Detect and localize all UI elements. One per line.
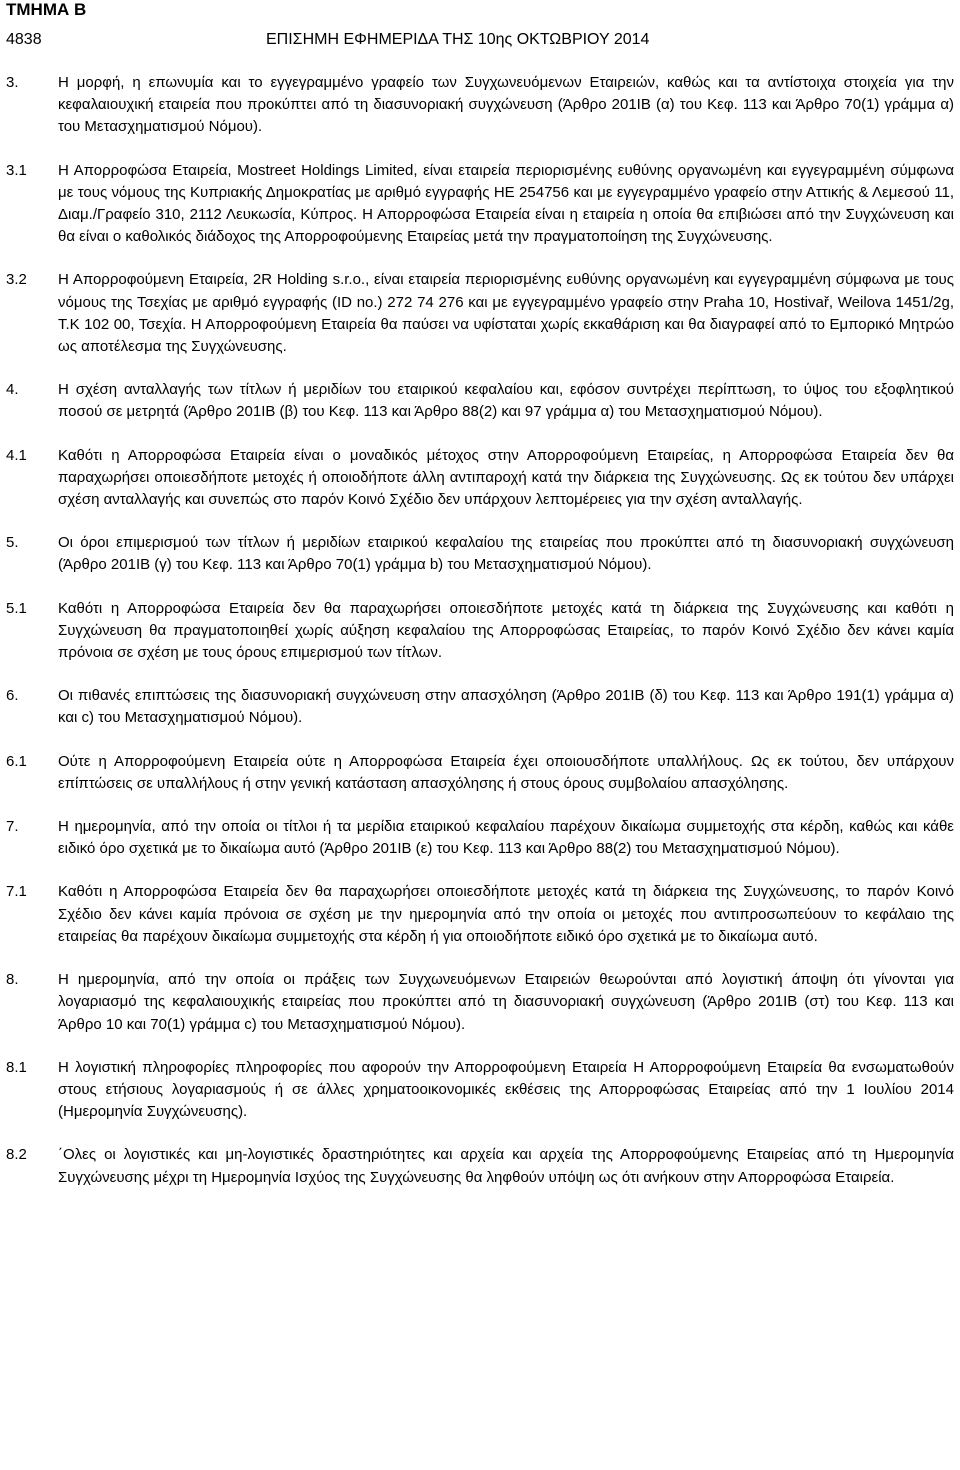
- paragraph-text: Η μορφή, η επωνυμία και το εγγεγραμμένο γραφείο των Συγχωνευόμενων Εταιρειών, καθώς και τα αντίστοιχα στοιχεία για την κεφαλαιουχική εταιρεία που προκύπτει από τη διασυνοριακή συγχώνευση (Άρθρο 201ΙΒ (α) του Κεφ. 113 και Άρθρο 70(1) γράμμα α) του Μετασχηματισμού Νόμου).: [58, 74, 954, 136]
- paragraph-text: Οι πιθανές επιπτώσεις της διασυνοριακή συγχώνευση στην απασχόληση (Άρθρο 201ΙΒ (δ) του Κεφ. 113 και Άρθρο 191(1) γράμμα α) και c) του Μετασχηματισμού Νόμου).: [58, 687, 954, 727]
- paragraph-number: 5.1: [6, 599, 27, 617]
- paragraph-7-1: [0, 881, 960, 948]
- paragraph-text: Ούτε η Απορροφούμενη Εταιρεία ούτε η Απορροφώσα Εταιρεία έχει οποιουσδήποτε υπαλλήλους. Ως εκ τούτου, δεν υπάρχουν επίπτώσεις σε υπαλλήλους ή στην γενική κατάσταση απασχόλησης ή στους όρους συμβολαίου απασχόλησης.: [58, 752, 954, 792]
- paragraph-4-1: [0, 445, 960, 512]
- paragraph-8-2: [0, 1144, 960, 1188]
- paragraph-number: 5.: [6, 534, 19, 552]
- paragraph-text-lead: Η λογιστική πληροφορίες πληροφορίες που αφορούν την Απορροφούμενη Εταιρεία: [58, 1058, 627, 1076]
- paragraph-number: 8.1: [6, 1058, 27, 1076]
- paragraph-8-1: [0, 1057, 960, 1124]
- paragraph-text: Καθότι η Απορροφώσα Εταιρεία δεν θα παραχωρήσει οποιεσδήποτε μετοχές κατά τη διάρκεια της Συγχώνευσης και καθότι η Συγχώνευση θα πραγματοποιηθεί χωρίς αύξηση κεφαλαίου της Απορροφώσας Εταιρείας, το παρόν Κοινό Σχέδιο δεν κάνει καμία πρόνοια σε σχέση με τους όρους επιμερισμού των τίτλων.: [58, 599, 954, 662]
- paragraph-number: 8.2: [6, 1146, 27, 1164]
- paragraph-number: 3.1: [6, 161, 27, 179]
- paragraph-number: 4.1: [6, 446, 27, 464]
- paragraph-6-1: [0, 751, 960, 795]
- paragraph-text: Η ημερομηνία, από την οποία οι πράξεις των Συγχωνευόμενων Εταιρειών θεωρούνται από λογιστική άποψη ότι γίνονται για λογαριασμό της κεφαλαιουχικής εταιρείας που προκύπτει από τη διασυνοριακή συγχώνευση (Άρθρο 201ΙΒ (στ) του Κεφ. 113 και Άρθρο 10 και 70(1) γράμμα c) του Μετασχηματισμού Νόμου).: [58, 971, 954, 1033]
- paragraph-text: Η σχέση ανταλλαγής των τίτλων ή μεριδίων του εταιρικού κεφαλαίου και, εφόσον συντρέχει περίπτωση, το ύψος του εξοφλητικού ποσού σε μετρητά (Άρθρο 201ΙΒ (β) του Κεφ. 113 και Άρθρο 88(2) και 97 γράμμα α) του Μετασχηματισμού Νόμου).: [58, 381, 954, 421]
- paragraph-text: ΄Ολες οι λογιστικές και μη-λογιστικές δραστηριότητες και αρχεία και αρχεία της Απορροφούμενης Εταιρείας από τη Ημερομηνία Συγχώνευσης μέχρι τη Ημερομηνία Ισχύος της Συγχώνευσης θα ληφθούν υπόψη ως ότι ανήκουν στην Απορροφώσα Εταιρεία.: [58, 1146, 954, 1186]
- paragraph-text: Οι όροι επιμερισμού των τίτλων ή μεριδίων εταιρικού κεφαλαίου της εταιρείας που προκύπτει από τη διασυνοριακή συγχώνευση (Άρθρο 201ΙΒ (γ) του Κεφ. 113 και Άρθρο 70(1) γράμμα b) του Μετασχηματισμού Νόμου).: [58, 534, 954, 574]
- paragraph-number: 4.: [6, 381, 19, 399]
- paragraph-3: [0, 72, 960, 139]
- section-label: ΤΜΗΜΑ Β: [6, 0, 87, 19]
- paragraph-3-1: [0, 160, 960, 249]
- paragraph-6: [0, 685, 960, 729]
- paragraph-text: Καθότι η Απορροφώσα Εταιρεία δεν θα παραχωρήσει οποιεσδήποτε μετοχές κατά τη διάρκεια της Συγχώνευσης, το παρόν Κοινό Σχέδιο δεν κάνει καμία πρόνοια σε σχέση με την ημερομηνία από την οποία οι μετοχές που αντιπροσωπεύουν το κεφάλαιο της εταιρείας θα παρέχουν δικαίωμα συμμετοχής στα κέρδη ή για οποιοδήποτε ειδικό όρο σχετικά με το δικαίωμα αυτό.: [58, 883, 954, 945]
- paragraph-text: Καθότι η Απορροφώσα Εταιρεία είναι ο μοναδικός μέτοχος στην Απορροφούμενη Εταιρείας, η Απορροφώσα Εταιρεία δεν θα παραχωρήσει οποιεσδήποτε μετοχές ή οποιοδήποτε άλλη αντιπαροχή κατά την διάρκεια της Συγχώνευσης. Ως εκ τούτου δεν υπάρχει σχέση ανταλλαγής και συνεπώς στο παρόν Κοινό Σχέδιο δεν υπάρχουν λεπτομέρειες για την σχέση ανταλλαγής.: [58, 446, 954, 509]
- paragraph-4: [0, 379, 960, 423]
- paragraph-7: [0, 816, 960, 860]
- paragraph-number: 6.: [6, 687, 19, 705]
- paragraph-text: Η Απορροφώσα Εταιρεία, Mostreet Holdings Limited, είναι εταιρεία περιορισμένης ευθύνης οργανωμένη και εγγεγραμμένη σύμφωνα με τους νόμους της Κυπριακής Δημοκρατίας με αριθμό εγγραφής ΗΕ 254756 και με εγγεγραμμένο γραφείο στην Αττικής & Λεμεσού 11, Διαμ./Γραφείο 310, 2112 Λευκωσία, Κύπρος. Η Απορροφώσα Εταιρεία είναι η εταιρεία η οποία θα επιβιώσει από την Συγχώνευση και θα είναι ο καθολικός διάδοχος της Απορροφούμενης Εταιρείας μετά την πραγματοποίηση της Συγχώνευσης.: [58, 161, 954, 246]
- paragraph-text-rest: Η Απορροφούμενη Εταιρεία θα ενσωματωθούν στους ετήσιους λογαριασμούς ή σε άλλες χρηματοοικονομικές εκθέσεις της Απορροφώσας Εταιρείας από την 1 Ιουλίου 2014 (Ημερομηνία Συγχώνευσης).: [58, 1058, 954, 1121]
- paragraph-5-1: [0, 598, 960, 665]
- paragraph-number: 8.: [6, 971, 19, 989]
- page-number: 4838: [6, 31, 42, 48]
- gazette-title: ΕΠΙΣΗΜΗ ΕΦΗΜΕΡΙΔΑ ΤΗΣ 10ης ΟΚΤΩΒΡΙΟΥ 2014: [266, 31, 650, 48]
- paragraph-number: 3.: [6, 74, 19, 91]
- paragraph-text: [58, 1057, 954, 1124]
- paragraph-number: 6.1: [6, 752, 27, 770]
- paragraph-number: 7.1: [6, 883, 27, 901]
- paragraph-number: 7.: [6, 818, 19, 836]
- paragraph-text: Η Απορροφούμενη Εταιρεία, 2R Holding s.r.o., είναι εταιρεία περιορισμένης ευθύνης οργανωμένη και εγγεγραμμένη σύμφωνα με τους νόμους της Τσεχίας με αριθμό εγγραφής (ID no.) 272 74 276 και με εγγεγραμμένο γραφείο στην Praha 10, Hostivař, Weilova 1451/2g, Τ.Κ 102 00, Τσεχία. Η Απορροφούμενη Εταιρεία θα παύσει να υφίσταται χωρίς εκκαθάριση και θα διαγραφεί από το Εμπορικό Μητρώο ως αποτέλεσμα της Συγχώνευσης.: [58, 271, 954, 356]
- paragraph-8: [0, 969, 960, 1036]
- paragraph-text: Η ημερομηνία, από την οποία οι τίτλοι ή τα μερίδια εταιρικού κεφαλαίου παρέχουν δικαίωμα συμμετοχής στα κέρδη, καθώς και κάθε ειδικό όρο σχετικά με το δικαίωμα αυτό (Άρθρο 201ΙΒ (ε) του Κεφ. 113 και Άρθρο 88(2) του Μετασχηματισμού Νόμου).: [58, 818, 954, 858]
- paragraph-3-2: [0, 269, 960, 358]
- document-body: [0, 72, 960, 1210]
- paragraph-number: 3.2: [6, 271, 27, 289]
- paragraph-5: [0, 532, 960, 576]
